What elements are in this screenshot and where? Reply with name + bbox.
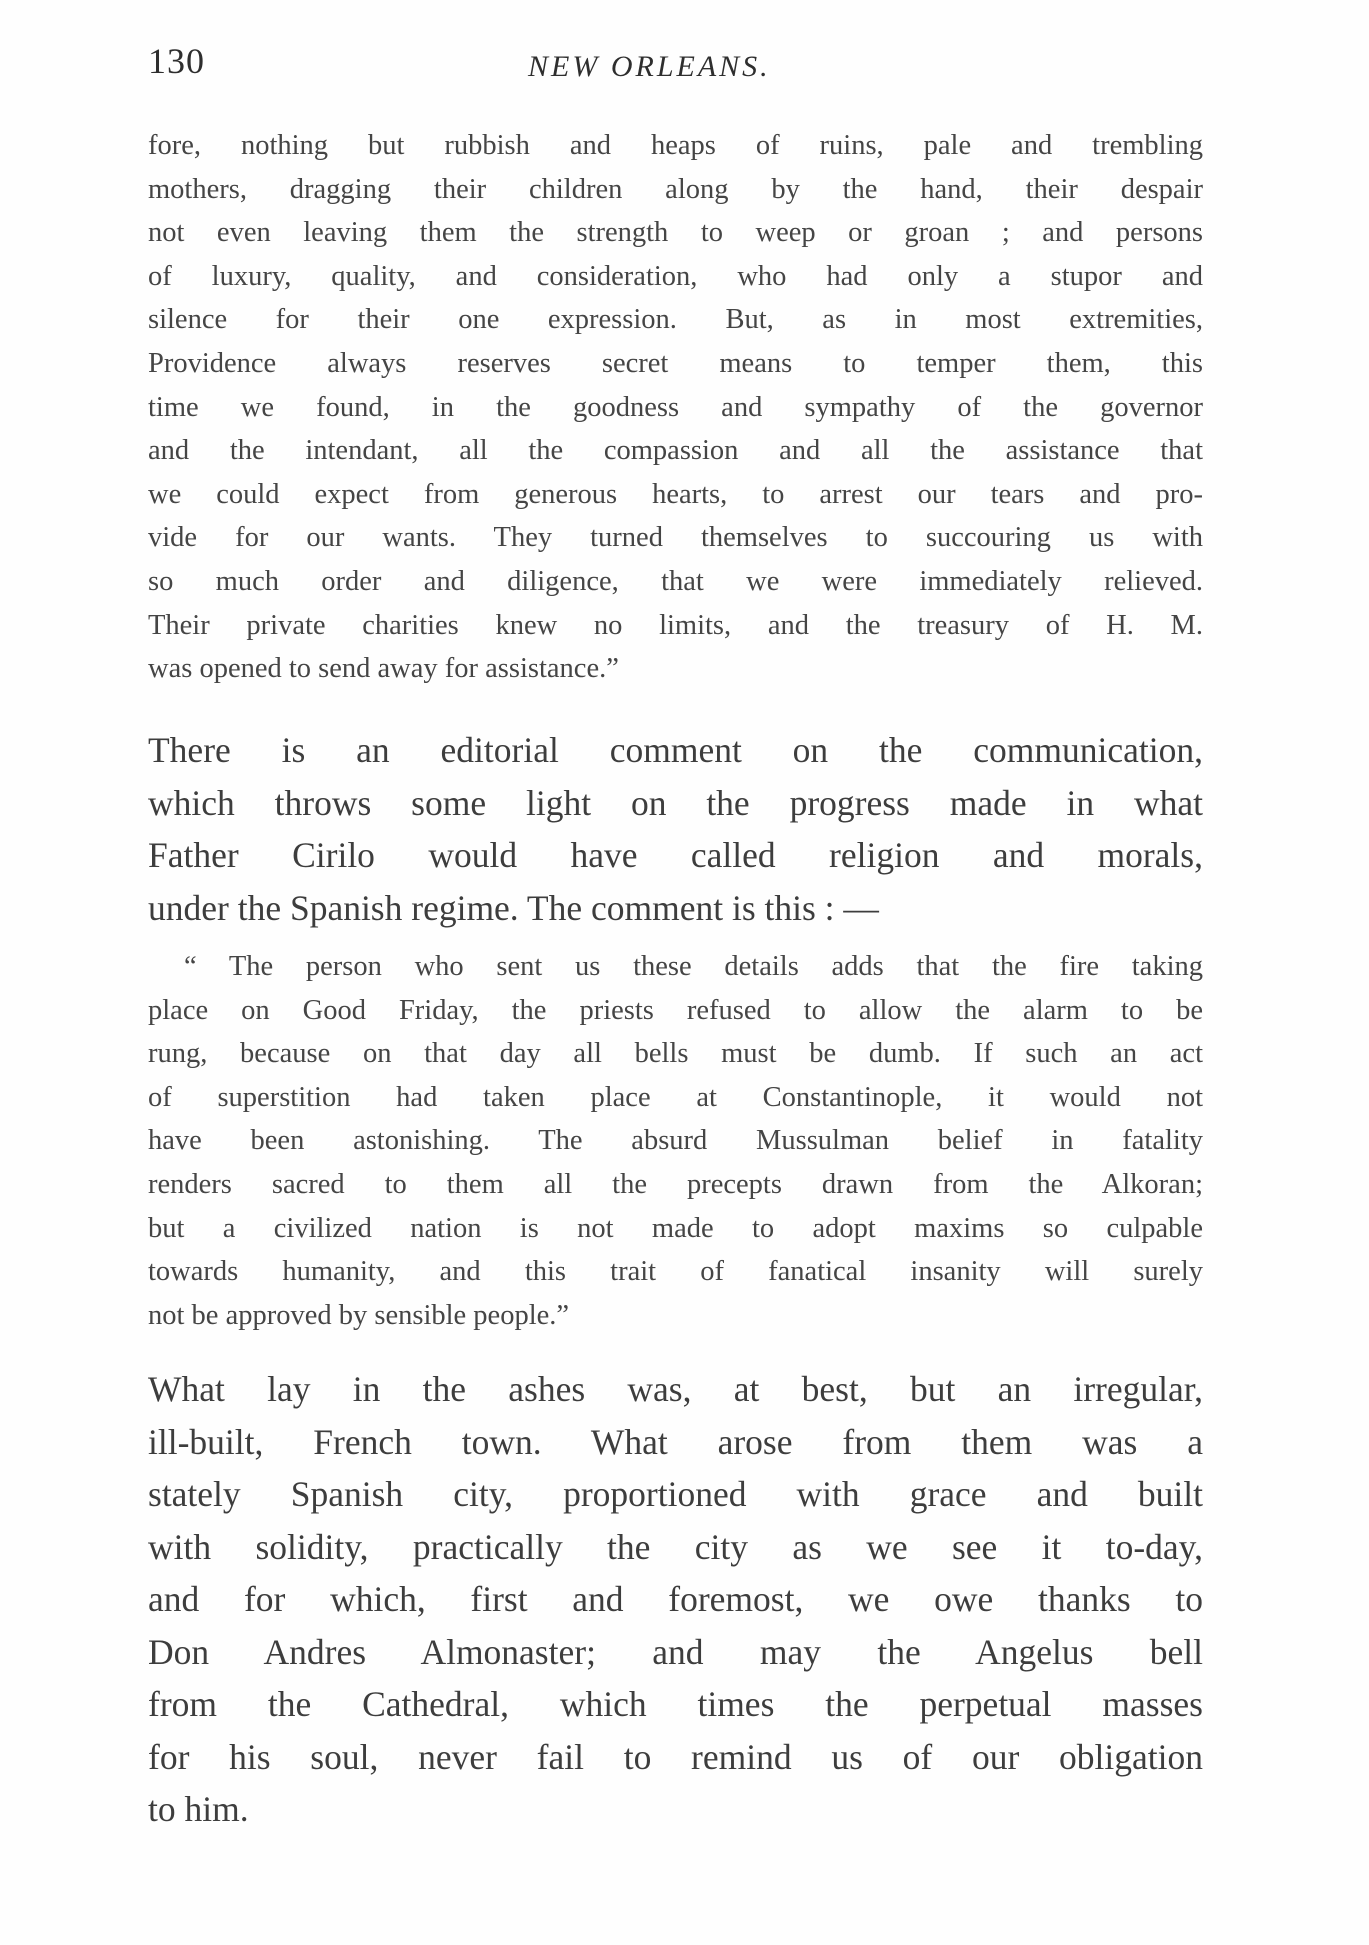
text-line: renders sacred to them all the precepts drawn from the Alkoran;: [148, 1168, 1203, 1200]
text-line: so much order and diligence, that we were immediately relieved.: [148, 565, 1203, 597]
text-line: fore, nothing but rubbish and heaps of ruins, pale and trembling: [148, 130, 1203, 161]
text-line: from the Cathedral, which times the perpetual masses: [148, 1684, 1203, 1724]
text-line: with solidity, practically the city as we see it to-day,: [148, 1526, 1203, 1567]
text-line: and for which, first and foremost, we owe thanks to: [148, 1579, 1203, 1619]
text-line: for his soul, never fail to remind us of our obligation: [148, 1736, 1203, 1777]
text-line: not be approved by sensible people.”: [148, 1299, 570, 1331]
text-line: which throws some light on the progress made in what: [148, 782, 1203, 823]
text-line: What lay in the ashes was, at best, but an irregular,: [148, 1369, 1203, 1409]
quoted-comment-paragraph: [148, 945, 1203, 1337]
text-line: Father Cirilo would have called religion and morals,: [148, 835, 1203, 875]
text-line: Their private charities knew no limits, and the treasury of H. M.: [148, 609, 1203, 641]
text-line: but a civilized nation is not made to adopt maxims so culpable: [148, 1212, 1203, 1244]
text-line: There is an editorial comment on the communication,: [148, 730, 1203, 770]
text-line: vide for our wants. They turned themselves to succouring us with: [148, 522, 1203, 554]
text-line: ill-built, French town. What arose from them was a: [148, 1421, 1203, 1462]
text-line: of luxury, quality, and consideration, who had only a stupor and: [148, 260, 1203, 292]
text-line: was opened to send away for assistance.”: [148, 653, 619, 685]
editorial-paragraph: [148, 724, 1203, 934]
running-title: NEW ORLEANS.: [528, 50, 771, 83]
page-number: 130: [148, 41, 205, 81]
text-line: not even leaving them the strength to weep or groan ; and persons: [148, 217, 1203, 249]
text-line: and the intendant, all the compassion and all the assistance that: [148, 435, 1203, 467]
text-line: rung, because on that day all bells must be dumb. If such an act: [148, 1038, 1203, 1070]
text-line: time we found, in the goodness and sympathy of the governor: [148, 391, 1203, 423]
text-line: “ The person who sent us these details adds that the fire taking: [184, 951, 1203, 982]
text-line: towards humanity, and this trait of fanatical insanity will surely: [148, 1256, 1203, 1288]
text-line: Don Andres Almonaster; and may the Angelus bell: [148, 1631, 1203, 1672]
text-line: Providence always reserves secret means to temper them, this: [148, 347, 1203, 379]
text-line: of superstition had taken place at Constantinople, it would not: [148, 1081, 1203, 1113]
closing-paragraph: [148, 1363, 1203, 1836]
text-line: to him.: [148, 1789, 249, 1829]
text-line: stately Spanish city, proportioned with grace and built: [148, 1474, 1203, 1514]
quote-continuation-paragraph: [148, 124, 1203, 691]
text-line: under the Spanish regime. The comment is this : —: [148, 887, 879, 928]
text-line: we could expect from generous hearts, to arrest our tears and pro-: [148, 478, 1203, 510]
running-head: [148, 40, 1208, 90]
text-line: silence for their one expression. But, as in most extremities,: [148, 304, 1203, 336]
text-line: mothers, dragging their children along by the hand, their despair: [148, 173, 1203, 205]
text-line: have been astonishing. The absurd Mussulman belief in fatality: [148, 1125, 1203, 1157]
text-line: place on Good Friday, the priests refused to allow the alarm to be: [148, 994, 1203, 1026]
